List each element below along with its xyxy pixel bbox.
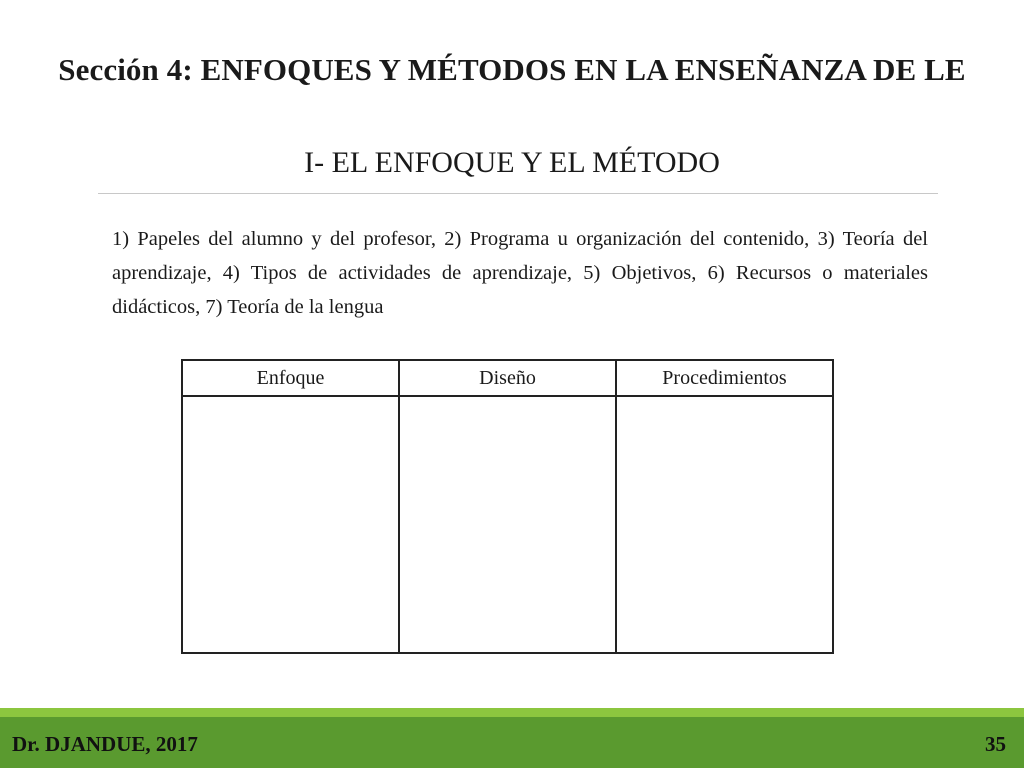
footer-author: Dr. DJANDUE, 2017 xyxy=(12,732,198,756)
column-header-procedimientos: Procedimientos xyxy=(616,360,833,396)
table-cell-procedimientos xyxy=(616,396,833,653)
table-cell-enfoque xyxy=(182,396,399,653)
footer-accent-stripe xyxy=(0,708,1024,717)
heading-divider xyxy=(98,193,938,194)
column-header-enfoque: Enfoque xyxy=(182,360,399,396)
column-header-diseno: Diseño xyxy=(399,360,616,396)
table-header-row xyxy=(182,360,833,396)
slide-title: Sección 4: ENFOQUES Y MÉTODOS EN LA ENSEÑANZA DE LE xyxy=(58,52,966,87)
section-heading: I- EL ENFOQUE Y EL MÉTODO xyxy=(304,146,720,179)
approach-method-table xyxy=(181,359,834,654)
page-number: 35 xyxy=(985,732,1006,756)
body-paragraph: 1) Papeles del alumno y del profesor, 2) Programa u organización del contenido, 3) Teoría del aprendizaje, 4) Tipos de actividades de aprendizaje, 5) Objetivos, 6) Recursos o materiales didácticos, 7) Teoría de la lengua xyxy=(112,228,928,318)
table-row xyxy=(182,396,833,653)
table-cell-diseno xyxy=(399,396,616,653)
